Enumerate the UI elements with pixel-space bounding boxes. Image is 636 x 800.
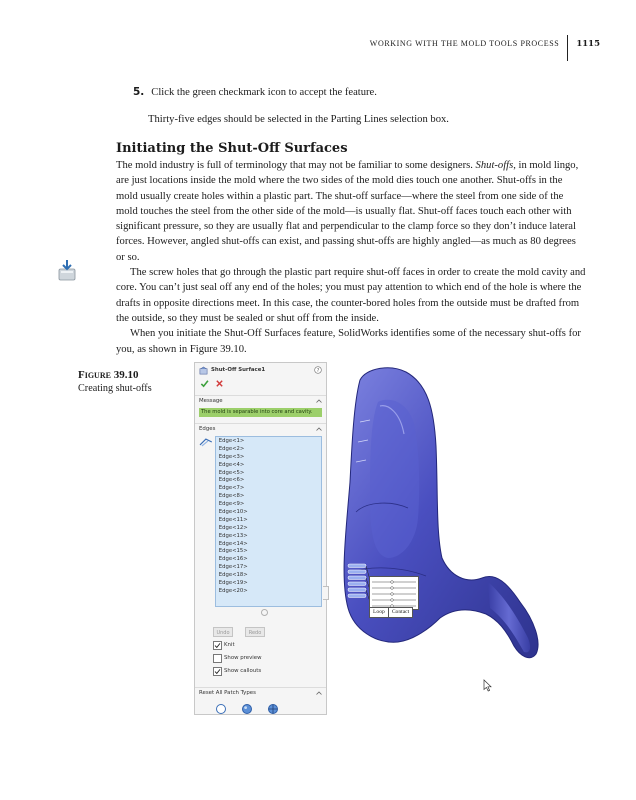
red-x-icon[interactable]	[215, 379, 224, 388]
knit-option[interactable]	[213, 640, 326, 650]
show-preview-option[interactable]	[213, 653, 326, 663]
figure-label: Figure 39.10	[78, 369, 139, 381]
callout-box	[369, 576, 419, 610]
green-checkmark-icon[interactable]	[200, 379, 209, 388]
edge-list-item[interactable]: Edge<8>	[218, 493, 245, 500]
show-preview-checkbox[interactable]	[213, 654, 222, 663]
running-title: WORKING WITH THE MOLD TOOLS PROCESS	[369, 39, 560, 48]
chevron-up-icon	[316, 691, 322, 695]
edge-list-item[interactable]: Edge<17>	[218, 564, 248, 571]
edges-group-header[interactable]	[195, 423, 326, 434]
edge-list-item[interactable]: Edge<1>	[218, 438, 245, 444]
section-title: Initiating the Shut-Off Surfaces	[116, 141, 348, 156]
panel-title: Shut-Off Surface1	[211, 367, 266, 373]
help-icon[interactable]	[314, 366, 322, 374]
no-fill-patch-icon[interactable]	[215, 703, 227, 715]
page-number: 1115	[576, 39, 600, 49]
step-text: Click the green checkmark icon to accept the feature.	[151, 87, 377, 98]
paragraph-1	[116, 158, 586, 265]
shut-off-feature-icon	[199, 366, 208, 375]
undo-button[interactable]: Undo	[213, 627, 233, 637]
contact-patch-icon[interactable]	[241, 703, 253, 715]
show-callouts-option[interactable]	[213, 666, 326, 676]
callout-loop: Loop	[373, 609, 385, 615]
callout-leader-lines	[370, 577, 418, 609]
patch-type-buttons	[215, 703, 326, 715]
show-preview-label: Show preview	[224, 655, 262, 661]
edge-list-item[interactable]: Edge<4>	[218, 461, 245, 468]
edge-list-item[interactable]: Edge<19>	[218, 580, 248, 587]
edge-list-item[interactable]: Edge<2>	[218, 445, 245, 452]
reset-patch-types-header[interactable]	[195, 687, 326, 698]
edge-list-item[interactable]: Edge<11>	[218, 516, 248, 523]
paragraph-3: When you initiate the Shut-Off Surfaces feature, SolidWorks identifies some of the necessary shut-offs for you, as shown in Figure 39.10.	[116, 328, 581, 355]
edges-list[interactable]	[215, 436, 322, 607]
edge-list-item[interactable]: Edge<6>	[218, 477, 245, 484]
paragraph-1-rest: , in mold lingo, are just locations inside the mold where the two sides of the mold dies touch one another. Shut-offs in the mold usually create holes within a plastic part. The shut-off surface—where the steel from one side of the mold touches the steel from the other side of the mold—is usually flat. Shut-off faces touch each other with significant pressure, so they are usually flat and perpendicular to the clamp force so they don’t induce lateral forces. However, angled shut-offs can exist, and passing shut-offs are highly angled—as much as 80 degrees or so.	[116, 160, 579, 263]
svg-text:?: ?	[316, 368, 320, 374]
callout-contact[interactable]: Contact	[388, 608, 412, 617]
step-number: 5.	[133, 86, 145, 98]
edge-list-item[interactable]: Edge<16>	[218, 556, 248, 563]
term-shut-offs: Shut-offs	[475, 160, 514, 171]
edge-list-item[interactable]: Edge<20>	[218, 587, 248, 594]
message-header-label: Message	[199, 398, 223, 404]
checkmark-icon	[214, 642, 221, 649]
paragraph-2: The screw holes that go through the plastic part require shut-off faces in order to create the mold cavity and core. You can’t just seal off any end of the holes; you must pay attention to which end of the hole is where the drafts in opposite directions meet. In this case, the counter-bored holes from the outside must be drafted from the outside, so they must be sealed or shut off from the inside.	[116, 267, 586, 324]
edge-list-item[interactable]: Edge<3>	[218, 453, 245, 460]
step-5	[133, 86, 377, 98]
chevron-up-icon	[316, 399, 322, 403]
edge-list-item[interactable]: Edge<5>	[218, 469, 245, 476]
edge-list-item[interactable]: Edge<10>	[218, 509, 248, 516]
figure-caption	[78, 369, 152, 394]
edges-selection	[199, 436, 322, 607]
patch-type-callout[interactable]	[369, 607, 413, 618]
show-callouts-label: Show callouts	[224, 668, 262, 674]
mouse-pointer-icon	[483, 679, 492, 692]
panel-title-row	[195, 363, 326, 377]
edge-list-item[interactable]: Edge<12>	[218, 524, 248, 531]
step-note: Thirty-five edges should be selected in the Parting Lines selection box.	[148, 114, 449, 125]
undo-redo-row	[213, 627, 326, 637]
edge-list-item[interactable]: Edge<15>	[218, 548, 248, 555]
running-header	[370, 35, 600, 63]
figure-caption-text: Creating shut-offs	[78, 383, 152, 394]
tangent-patch-icon[interactable]	[267, 703, 279, 715]
redo-button[interactable]: Redo	[245, 627, 265, 637]
edge-selection-icon[interactable]	[199, 436, 213, 448]
edge-list-item[interactable]: Edge<18>	[218, 572, 248, 579]
message-group-header[interactable]	[195, 395, 326, 406]
message-box: The mold is separable into core and cavity.	[199, 408, 322, 417]
checkmark-icon	[214, 668, 221, 675]
download-file-icon	[56, 258, 78, 284]
knit-label: Knit	[224, 642, 235, 648]
shut-off-surface-panel	[194, 362, 327, 715]
chevron-up-icon	[316, 427, 322, 431]
edge-list-item[interactable]: Edge<7>	[218, 485, 245, 492]
part-model-illustration	[330, 362, 548, 682]
panel-collapse-tab[interactable]	[323, 586, 329, 600]
edges-header-label: Edges	[199, 426, 216, 432]
knit-checkbox[interactable]	[213, 641, 222, 650]
show-callouts-checkbox[interactable]	[213, 667, 222, 676]
edge-list-item[interactable]: Edge<13>	[218, 532, 248, 539]
section-body	[116, 158, 586, 357]
ok-cancel-row	[195, 377, 326, 389]
paragraph-1-start: The mold industry is full of terminology that may not be familiar to some designers.	[116, 160, 476, 171]
edge-list-item[interactable]: Edge<14>	[218, 540, 248, 547]
list-resize-handle[interactable]	[261, 609, 268, 616]
edge-list-item[interactable]: Edge<9>	[218, 501, 245, 508]
reset-patch-types-label: Reset All Patch Types	[199, 690, 256, 696]
